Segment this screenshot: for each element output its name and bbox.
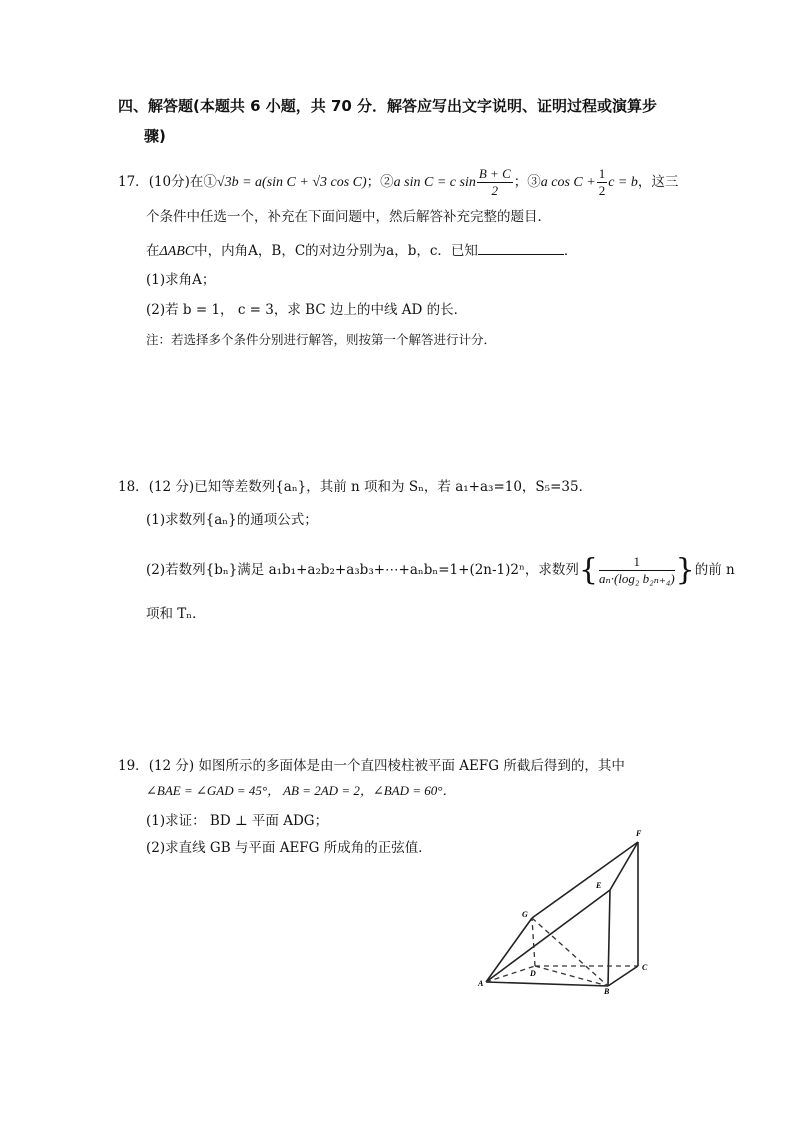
edge-AD bbox=[486, 966, 535, 982]
edge-DG bbox=[532, 918, 535, 966]
q17-cond3-numerator: 1 bbox=[598, 166, 606, 181]
q18-number: 18． bbox=[118, 479, 149, 495]
label-B: B bbox=[604, 987, 610, 995]
q17-line3 bbox=[146, 240, 577, 262]
edge-AG bbox=[486, 918, 532, 982]
q18-part2-a: (2)若数列{bₙ}满足 a₁b₁+a₂b₂+a₃b₃+⋯+aₙbₙ=1+(2n-1)2ⁿ，求数列 bbox=[146, 562, 579, 578]
edge-BC bbox=[608, 966, 638, 986]
q17-number: 17． bbox=[118, 174, 149, 190]
q18-fraction bbox=[599, 554, 675, 587]
q18-part2-b: 的前 n bbox=[694, 562, 735, 578]
q17-score: (10分) bbox=[148, 174, 190, 190]
q19-text: (12 分) 如图所示的多面体是由一个直四棱柱被平面 AEFG 所截后得到的，其中 bbox=[148, 758, 625, 774]
polyhedron-figure bbox=[470, 820, 670, 995]
section-title-line1: 四、解答题(本题共 6 小题，共 70 分．解答应写出文字说明、证明过程或演算步 bbox=[118, 97, 658, 115]
edge-DB bbox=[535, 966, 608, 986]
q17-line3-a: 在 bbox=[146, 243, 160, 259]
q17-line3-end: ． bbox=[563, 243, 578, 259]
label-C: C bbox=[642, 963, 648, 972]
q17-cond3-denominator: 2 bbox=[598, 183, 606, 198]
q17-condition-3-fraction bbox=[597, 166, 608, 199]
label-A: A bbox=[478, 979, 484, 988]
q17-cond2-numerator: B + C bbox=[478, 166, 511, 181]
q17-condition-1: √3b = a(sin C + √3 cos C) bbox=[216, 175, 367, 190]
q17-answer-blank[interactable] bbox=[478, 240, 564, 255]
q18-denominator: aₙ·(log₂ b₂ₙ₊₄) bbox=[598, 571, 675, 586]
q17-cond2-denominator: 2 bbox=[491, 183, 499, 198]
q19-number: 19． bbox=[118, 758, 149, 774]
q18-part1: (1)求数列{aₙ}的通项公式； bbox=[146, 512, 318, 528]
q18-numerator: 1 bbox=[599, 554, 675, 571]
q17-triangle: ΔABC bbox=[159, 244, 195, 259]
q17-condition-3-left: a cos C + bbox=[540, 175, 596, 190]
label-G: G bbox=[522, 910, 528, 919]
section-title-continuation bbox=[144, 126, 166, 146]
edge-GF bbox=[532, 842, 638, 918]
q17-line1 bbox=[118, 166, 678, 199]
q17-tail: ，这三 bbox=[637, 174, 679, 190]
q17-condition-3-right: c = b bbox=[608, 175, 638, 190]
q17-condition-2-fraction bbox=[477, 166, 513, 199]
left-brace-icon: { bbox=[578, 552, 598, 588]
label-F: F bbox=[636, 829, 642, 838]
q18-line1 bbox=[118, 477, 592, 497]
q18-part2 bbox=[146, 554, 735, 587]
q17-note: 注：若选择多个条件分别进行解答，则按第一个解答进行计分． bbox=[146, 332, 497, 347]
q19-line2: ∠BAE = ∠GAD = 45°， AB = 2AD = 2，∠BAD = 60°． bbox=[146, 783, 456, 798]
section-title bbox=[118, 96, 657, 116]
right-brace-icon: } bbox=[675, 552, 695, 588]
q17-condition-2-left: a sin C = c sin bbox=[393, 175, 476, 190]
label-D: D bbox=[530, 969, 536, 978]
q17-sep1: ；② bbox=[366, 174, 394, 190]
label-E: E bbox=[596, 881, 602, 890]
q18-part2-line2: 项和 Tₙ． bbox=[146, 606, 206, 622]
edge-EB bbox=[608, 890, 610, 986]
q17-line3-b: 中，内角A，B，C的对边分别为a，b，c．已知 bbox=[194, 243, 478, 259]
q19-part2: (2)求直线 GB 与平面 AEFG 所成角的正弦值． bbox=[146, 840, 432, 856]
edge-AB bbox=[486, 982, 608, 986]
q18-text: (12 分)已知等差数列{aₙ}，其前 n 项和为 Sₙ，若 a₁+a₃=10，S₅=35． bbox=[148, 479, 593, 495]
edge-EF bbox=[610, 842, 638, 890]
q17-part2: (2)若 b = 1， c = 3，求 BC 边上的中线 AD 的长． bbox=[146, 302, 468, 318]
q19-part1: (1)求证： BD ⊥ 平面 ADG； bbox=[146, 813, 329, 829]
edge-AE bbox=[486, 890, 610, 982]
q17-sep2: ；③ bbox=[513, 174, 541, 190]
q19-line1 bbox=[118, 756, 625, 776]
q17-line2: 个条件中任选一个，补充在下面问题中，然后解答补充完整的题目． bbox=[146, 209, 551, 225]
q17-intro: 在① bbox=[189, 174, 217, 190]
section-title-line2: 骤) bbox=[144, 127, 166, 145]
q17-part1: (1)求角A； bbox=[146, 272, 216, 288]
